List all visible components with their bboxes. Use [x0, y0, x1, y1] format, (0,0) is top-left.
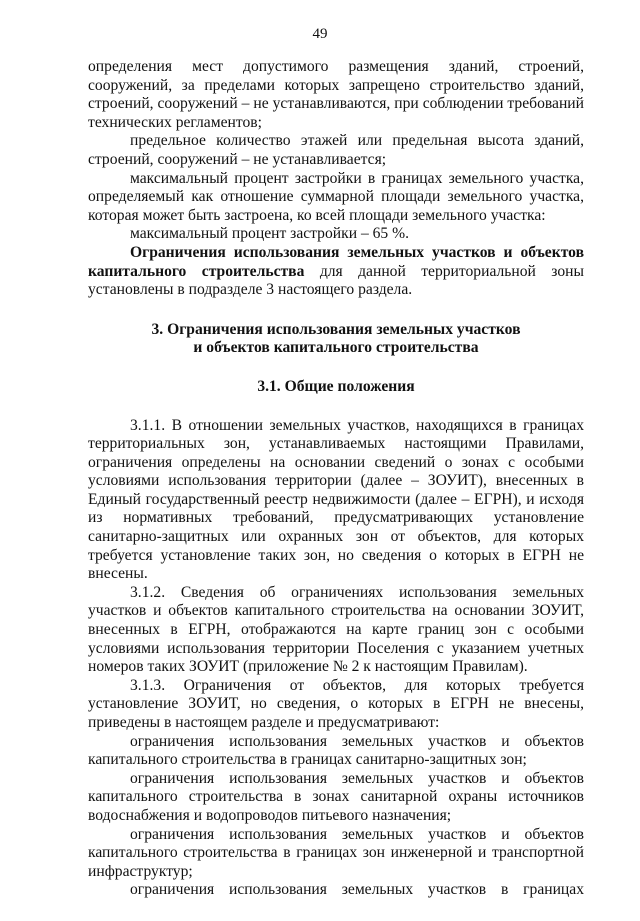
- paragraph: предельное количество этажей или предельная высота зданий, строений, сооружений – не устанавливается;: [88, 132, 584, 168]
- restrictions-paragraph: [88, 244, 584, 300]
- subsection-heading: 3.1. Общие положения: [257, 377, 415, 395]
- list-item: ограничения использования земельных участков и объектов капитального строительства в границах зон инженерной и транспортной инфраструктур;: [88, 825, 584, 880]
- list-item: ограничения использования земельных участков и объектов капитального строительства в границах санитарно-защитных зон;: [88, 732, 584, 769]
- list-item: ограничения использования земельных участков в границах: [130, 881, 584, 899]
- page-content: [88, 58, 584, 900]
- paragraph: 3.1.1. В отношении земельных участков, находящихся в границах территориальных зон, устанавливаемых настоящими Правилами, ограничения определены на основании сведений о зонах с особыми условиями использования территории (далее – ЗОУИТ), внесенных в Единый государственный реестр недвижимости (далее – ЕГРН), и исходя из нормативных требований, предусматривающих установление санитарно-защитных или охранных зон от объектов, для которых требуется установление таких зон, но сведения о которых в ЕГРН не внесены.: [88, 416, 584, 583]
- section-heading: [88, 321, 584, 358]
- paragraph: максимальный процент застройки – 65 %.: [130, 225, 410, 243]
- page-number: 49: [312, 26, 328, 42]
- list-item: ограничения использования земельных участков и объектов капитального строительства в зонах санитарной охраны источников водоснабжения и водопроводов питьевого назначения;: [88, 769, 584, 824]
- bold-phrase: Ограничения использования земельных участков и объектов капитального строительства: [88, 243, 584, 280]
- section-heading-line: 3. Ограничения использования земельных участков: [151, 320, 521, 338]
- paragraph-tail: для данной территориальной зоны установлены в подразделе 3 настоящего раздела.: [88, 262, 584, 299]
- paragraph: 3.1.2. Сведения об ограничениях использования земельных участков и объектов капитального строительства на основании ЗОУИТ, внесенных в ЕГРН, отображаются на карте границ зон с особыми условиями использования территории Поселения с указанием учетных номеров таких ЗОУИТ (приложение № 2 к настоящим Правилам).: [88, 583, 584, 676]
- paragraph: максимальный процент застройки в границах земельного участка, определяемый как отношение суммарной площади земельного участка, которая может быть застроена, ко всей площади земельного участка:: [88, 169, 584, 224]
- paragraph: 3.1.3. Ограничения от объектов, для которых требуется установление ЗОУИТ, но сведения, о которых в ЕГРН не внесены, приведены в настоящем разделе и предусматривают:: [88, 676, 584, 731]
- section-heading-line: и объектов капитального строительства: [193, 339, 479, 357]
- paragraph: определения мест допустимого размещения зданий, строений, сооружений, за пределами которых запрещено строительство зданий, строений, сооружений – не устанавливаются, при соблюдении требований технических регламентов;: [88, 58, 584, 131]
